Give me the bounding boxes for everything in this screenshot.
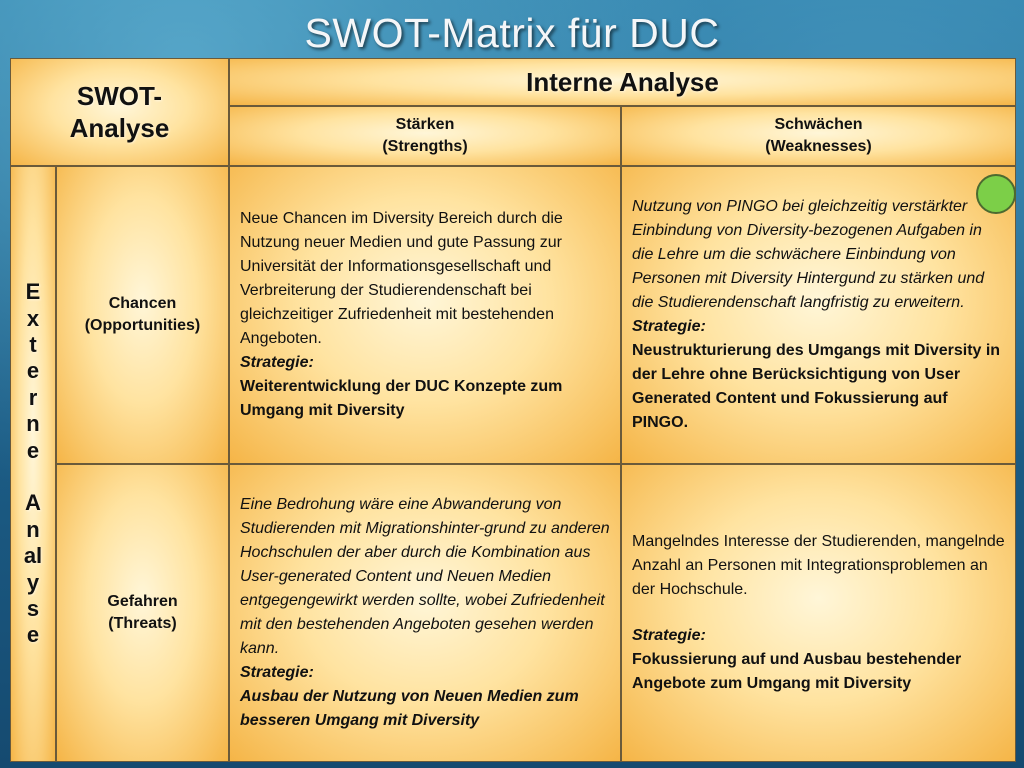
wo-strategy: Neustrukturierung des Umgangs mit Diversity in der Lehre ohne Berücksichtigung von User Generated Content und Fokussierung auf PINGO. bbox=[632, 342, 1001, 431]
threats-label-en: (Threats) bbox=[108, 615, 177, 632]
slide-title: SWOT-Matrix für DUC bbox=[304, 10, 720, 56]
strengths-header bbox=[229, 106, 621, 166]
st-strategy: Ausbau der Nutzung von Neuen Medien zum besseren Umgang mit Diversity bbox=[240, 688, 579, 729]
weaknesses-header bbox=[621, 106, 1016, 166]
st-strategy-label: Strategie: bbox=[240, 664, 314, 681]
opportunities-label: Chancen bbox=[108, 295, 177, 313]
wt-spacer bbox=[632, 602, 1005, 624]
opportunities-label-en: (Opportunities) bbox=[84, 317, 201, 334]
wt-strategy: Fokussierung auf und Ausbau bestehender Angebote zum Umgang mit Diversity bbox=[632, 651, 962, 692]
so-strategy: Weiterentwicklung der DUC Konzepte zum Umgang mit Diversity bbox=[240, 378, 563, 419]
wo-cell bbox=[621, 166, 1016, 464]
so-cell bbox=[229, 166, 621, 464]
internal-analysis-header: Interne Analyse bbox=[229, 58, 1016, 106]
external-analysis-label: E x t e r n e A n al y s e bbox=[23, 279, 43, 648]
st-cell bbox=[229, 464, 621, 762]
wo-strategy-label: Strategie: bbox=[632, 318, 706, 335]
threats-header bbox=[56, 464, 229, 762]
so-text: Neue Chancen im Diversity Bereich durch die Nutzung neuer Medien und gute Passung zur Universität der Informationsgesellschaft und Verbreiterung der Studierendenschaft bei gleichzeitiger Zufriedenheit mit bestehenden Angeboten. bbox=[240, 210, 563, 347]
strengths-label-en: (Strengths) bbox=[382, 138, 468, 155]
strengths-label: Stärken bbox=[395, 116, 455, 134]
swot-corner-label: SWOT- Analyse bbox=[10, 58, 229, 166]
wt-cell bbox=[621, 464, 1016, 762]
threats-label: Gefahren bbox=[107, 593, 178, 611]
weaknesses-label-en: (Weaknesses) bbox=[765, 138, 872, 155]
wt-text: Mangelndes Interesse der Studierenden, mangelnde Anzahl an Personen mit Integrationsproblemen an der Hochschule. bbox=[632, 533, 1005, 598]
weaknesses-label: Schwächen bbox=[774, 116, 863, 134]
external-analysis-header bbox=[10, 166, 56, 762]
so-strategy-label: Strategie: bbox=[240, 354, 314, 371]
st-text: Eine Bedrohung wäre eine Abwanderung von Studierenden mit Migrationshinter-grund zu anderen Hochschulen der aber durch die Kombination aus User-generated Content und Neuen Medien entgegengewirkt werden sollte, wobei Zufriedenheit mit den bestehenden Angeboten gesehen werden kann. bbox=[240, 496, 610, 657]
green-circle-marker bbox=[976, 174, 1016, 214]
wo-text: Nutzung von PINGO bei gleichzeitig verstärkter Einbindung von Diversity-bezogenen Aufgaben in die Lehre um die schwächere Einbindung von Personen mit Diversity Hintergund zu stärken und die Studierendenschaft langfristig zu erweitern. bbox=[632, 198, 985, 311]
opportunities-header bbox=[56, 166, 229, 464]
wt-strategy-label: Strategie: bbox=[632, 627, 706, 644]
